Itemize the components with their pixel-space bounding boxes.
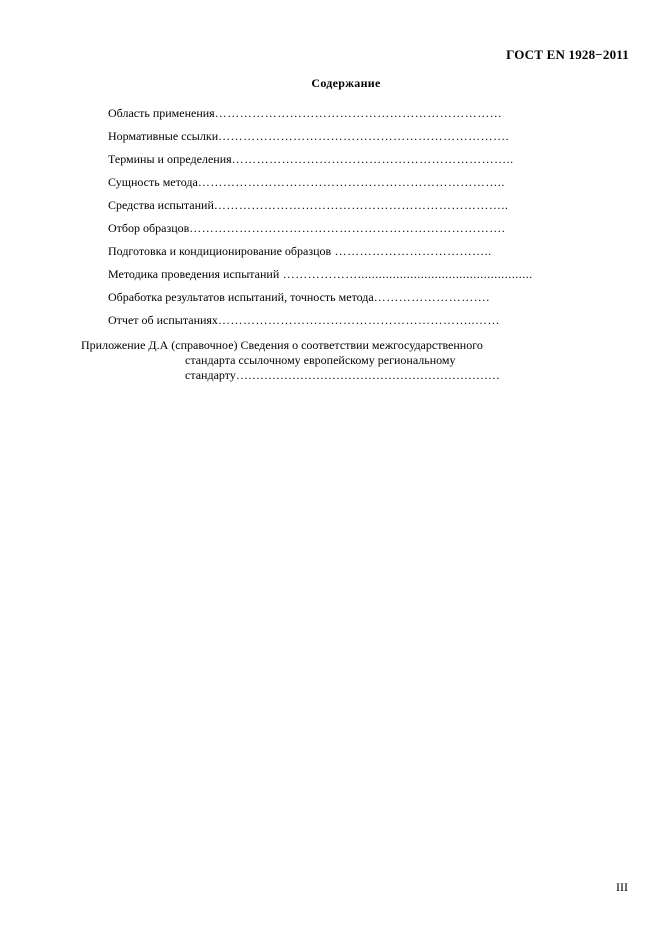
toc-entry-leader: ……………………………….. xyxy=(331,244,492,258)
toc-entry-label: Отчет об испытаниях xyxy=(108,313,218,327)
toc-entry-leader: …………………………………………………………………. xyxy=(189,221,506,235)
annex-line-2: стандарта ссылочному европейскому региональному xyxy=(185,353,456,367)
annex-label-end: стандарту xyxy=(185,368,236,382)
toc-entry-leader: ……………….................................................. xyxy=(279,267,533,281)
toc-entry-label: Нормативные ссылки xyxy=(108,129,219,143)
toc-entry-label: Область применения xyxy=(108,106,215,120)
toc-entry-leader: ……………………………………………………………….. xyxy=(197,175,505,189)
toc-entry-leader: …………………………………………………………….. xyxy=(213,198,509,212)
toc-entry-leader: ……………………………………………………..…… xyxy=(217,313,500,327)
annex-leader: ………………………………………………………… xyxy=(235,368,500,382)
toc-entry-leader: ……………………………………………………………. xyxy=(218,129,510,143)
toc-entry-leader: ………………………. xyxy=(373,290,490,304)
toc-entry-leader: …………………………………………………………… xyxy=(214,106,503,120)
toc-entry-label: Сущность метода xyxy=(108,175,198,189)
annex-line-3 xyxy=(81,368,640,383)
toc-title: Содержание xyxy=(311,76,381,90)
toc-entry-label: Подготовка и кондиционирование образцов xyxy=(108,244,332,258)
page-number: III xyxy=(616,880,628,894)
toc-entry-label: Отбор образцов xyxy=(108,221,190,235)
toc-entry-label: Средства испытаний xyxy=(108,198,214,212)
annex-line-1: Приложение Д.А (справочное) Сведения о соответствии межгосударственного xyxy=(81,338,483,352)
toc-entry-label: Методика проведения испытаний xyxy=(108,267,280,281)
toc-entry-label: Термины и определения xyxy=(108,152,232,166)
document-code: ГОСТ EN 1928−2011 xyxy=(506,47,629,62)
toc-entry-leader: ………………………………………………………….. xyxy=(231,152,514,166)
toc-annex-entry[interactable] xyxy=(81,338,541,383)
toc-entry-label: Обработка результатов испытаний, точность метода xyxy=(108,290,374,304)
